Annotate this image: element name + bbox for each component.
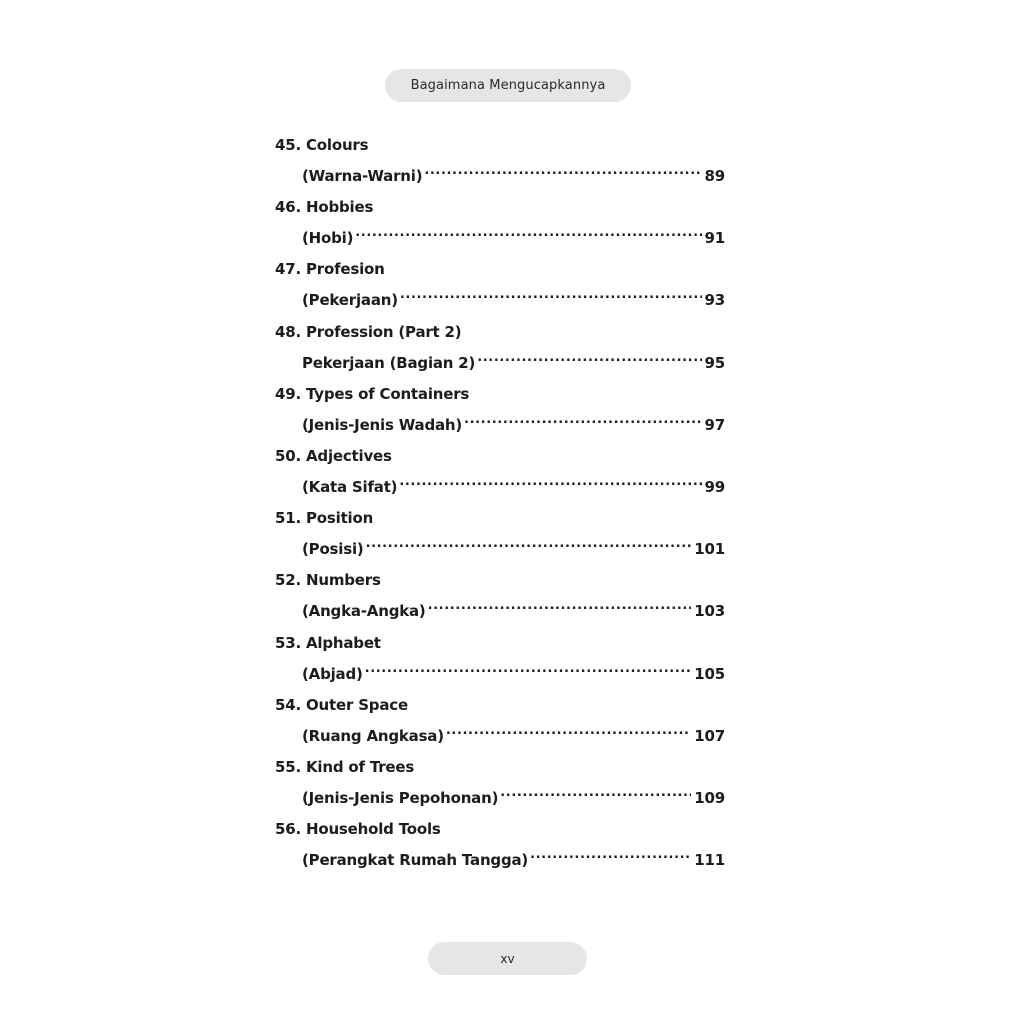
toc-entry-page: 91	[704, 229, 725, 248]
toc-entry-subtitle: (Kata Sifat)	[302, 477, 398, 496]
toc-entry-line	[302, 161, 725, 186]
dot-leader	[424, 161, 701, 181]
toc-entry[interactable]	[275, 817, 725, 879]
dot-leader	[500, 783, 691, 803]
dot-leader	[355, 223, 701, 243]
toc-entry-subtitle: (Jenis-Jenis Wadah)	[302, 415, 463, 434]
dot-leader	[464, 410, 701, 430]
toc-entry-line	[302, 285, 725, 310]
toc-entry-page: 93	[704, 291, 725, 310]
toc-entry-title: 56. Household Tools	[275, 820, 441, 839]
dot-leader	[400, 285, 702, 305]
toc-entry[interactable]	[275, 693, 725, 755]
toc-entry[interactable]	[275, 133, 725, 195]
toc-entry-subtitle: (Hobi)	[302, 229, 354, 248]
toc-entry-page: 109	[694, 788, 725, 807]
toc-entry-title: 46. Hobbies	[275, 198, 374, 217]
toc-entry[interactable]	[275, 320, 725, 382]
toc-entry[interactable]	[275, 257, 725, 319]
toc-entry-page: 101	[694, 540, 725, 559]
toc-entry-subtitle: (Abjad)	[302, 664, 363, 683]
toc-entry[interactable]	[275, 506, 725, 568]
toc-entry-page: 89	[704, 167, 725, 185]
toc-entry-line	[302, 659, 725, 684]
toc-entry-title: 53. Alphabet	[275, 633, 381, 652]
toc-entry-line	[302, 845, 725, 870]
toc-entry-page: 105	[694, 664, 725, 683]
toc-entry-subtitle: (Warna-Warni)	[302, 167, 423, 185]
toc-entry-page: 111	[694, 851, 725, 870]
toc-entry[interactable]	[275, 755, 725, 817]
toc-entry-line	[302, 721, 725, 746]
running-header	[385, 69, 631, 102]
dot-leader	[477, 348, 701, 368]
toc-entry-page: 97	[704, 415, 725, 434]
toc-entry-line	[302, 348, 725, 373]
toc-entry-page: 99	[704, 477, 725, 496]
toc-entry[interactable]	[275, 444, 725, 506]
table-of-contents	[275, 133, 725, 879]
toc-entry-title: 54. Outer Space	[275, 695, 408, 714]
dot-leader	[365, 659, 692, 679]
toc-entry[interactable]	[275, 631, 725, 693]
toc-entry-page: 103	[694, 602, 725, 621]
toc-entry-title: 48. Profession (Part 2)	[275, 322, 462, 341]
toc-entry-title: 47. Profesion	[275, 260, 385, 279]
toc-entry-page: 95	[704, 353, 725, 372]
toc-entry-subtitle: (Pekerjaan)	[302, 291, 398, 310]
dot-leader	[428, 596, 692, 616]
page-number-badge	[428, 942, 587, 975]
dot-leader	[366, 534, 692, 554]
toc-entry-subtitle: Pekerjaan (Bagian 2)	[302, 353, 476, 372]
toc-entry-subtitle: (Ruang Angkasa)	[302, 726, 444, 745]
toc-entry-subtitle: (Perangkat Rumah Tangga)	[302, 851, 529, 870]
toc-entry-line	[302, 783, 725, 808]
dot-leader	[399, 472, 701, 492]
toc-entry-title: 49. Types of Containers	[275, 384, 470, 403]
toc-entry-line	[302, 596, 725, 621]
toc-entry[interactable]	[275, 382, 725, 444]
page-number: xv	[500, 951, 515, 966]
toc-entry-title: 51. Position	[275, 509, 374, 528]
toc-entry-title: 55. Kind of Trees	[275, 757, 415, 776]
toc-entry-line	[302, 410, 725, 435]
toc-entry-title: 52. Numbers	[275, 571, 381, 590]
toc-entry-subtitle: (Angka-Angka)	[302, 602, 426, 621]
running-header-title: Bagaimana Mengucapkannya	[410, 78, 606, 93]
toc-entry-line	[302, 472, 725, 497]
toc-entry-title: 50. Adjectives	[275, 446, 392, 465]
toc-entry[interactable]	[275, 568, 725, 630]
dot-leader	[446, 721, 691, 741]
toc-entry-title: 45. Colours	[275, 136, 369, 154]
toc-entry-subtitle: (Posisi)	[302, 540, 364, 559]
toc-entry-page: 107	[694, 726, 725, 745]
toc-entry[interactable]	[275, 195, 725, 257]
dot-leader	[530, 845, 691, 865]
toc-entry-line	[302, 534, 725, 559]
toc-entry-line	[302, 223, 725, 248]
toc-entry-subtitle: (Jenis-Jenis Pepohonan)	[302, 788, 499, 807]
